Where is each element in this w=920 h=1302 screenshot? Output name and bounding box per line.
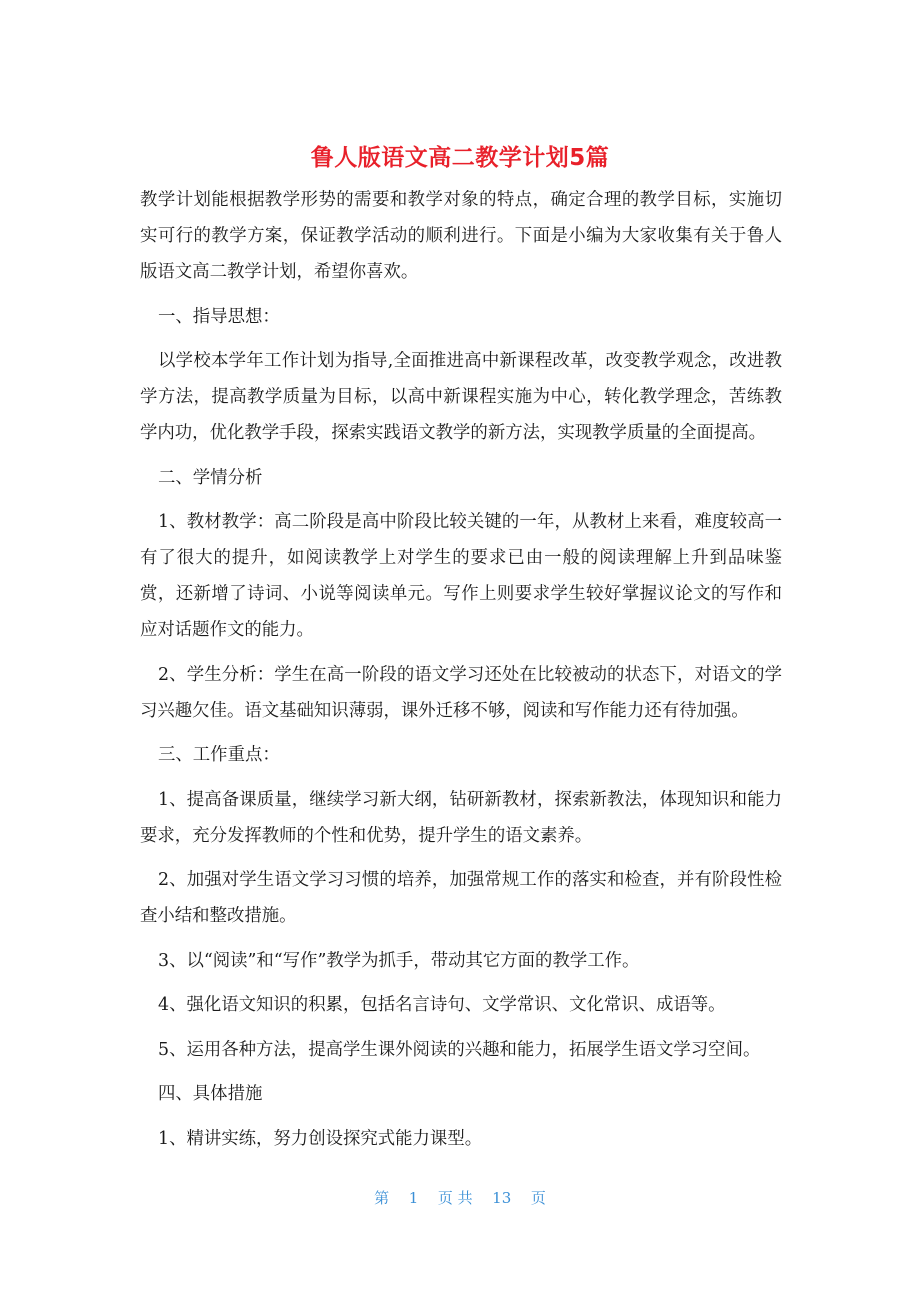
list-item: 3、以“阅读”和“写作”教学为抓手，带动其它方面的教学工作。 xyxy=(158,950,640,971)
document-title: 鲁人版语文高二教学计划5篇 xyxy=(310,145,610,171)
list-item: 4、强化语文知识的积累，包括名言诗句、文学常识、文化常识、成语等。 xyxy=(158,995,726,1015)
page-footer xyxy=(0,1186,920,1210)
document-body xyxy=(140,182,782,1165)
footer-di: 第 xyxy=(374,1189,390,1207)
footer-ye-gong: 页 共 xyxy=(437,1189,473,1207)
footer-page-number: 1 xyxy=(408,1189,419,1207)
intro-paragraph: 教学计划能根据教学形势的需要和教学对象的特点，确定合理的教学目标，实施切实可行的教学方案，保证教学活动的顺利进行。下面是小编为大家收集有关于鲁人版语文高二教学计划，希望你喜欢。 xyxy=(140,190,782,282)
body-paragraph: 以学校本学年工作计划为指导,全面推进高中新课程改革，改变教学观念，改进教学方法，提高教学质量为目标，以高中新课程实施为中心，转化教学理念，苦练教学内功，优化教学手段，探索实践语文教学的新方法，实现教学质量的全面提高。 xyxy=(140,351,782,443)
list-item: 5、运用各种方法，提高学生课外阅读的兴趣和能力，拓展学生语文学习空间。 xyxy=(158,1039,761,1060)
list-item: 2、加强对学生语文学习习惯的培养，加强常规工作的落实和检查，并有阶段性检查小结和整改措施。 xyxy=(140,870,782,926)
list-item: 1、精讲实练，努力创设探究式能力课型。 xyxy=(158,1128,483,1149)
section-heading: 二、学情分析 xyxy=(158,467,263,488)
section-heading: 三、工作重点： xyxy=(158,745,280,765)
footer-ye: 页 xyxy=(530,1189,546,1207)
footer-total-pages: 13 xyxy=(492,1189,512,1207)
section-heading: 一、指导思想： xyxy=(158,306,280,327)
body-paragraph: 1、教材教学：高二阶段是高中阶段比较关键的一年，从教材上来看，难度较高一有了很大的提升，如阅读教学上对学生的要求已由一般的阅读理解上升到品味鉴赏，还新增了诗词、小说等阅读单元。写作上则要求学生较好掌握议论文的写作和应对话题作文的能力。 xyxy=(140,512,782,640)
section-heading: 四、具体措施 xyxy=(158,1084,263,1104)
list-item: 1、提高备课质量，继续学习新大纲，钻研新教材，探索新教法，体现知识和能力要求，充分发挥教师的个性和优势，提升学生的语文素养。 xyxy=(140,789,782,846)
body-paragraph: 2、学生分析：学生在高一阶段的语文学习还处在比较被动的状态下，对语文的学习兴趣欠佳。语文基础知识薄弱，课外迁移不够，阅读和写作能力还有待加强。 xyxy=(140,664,782,721)
